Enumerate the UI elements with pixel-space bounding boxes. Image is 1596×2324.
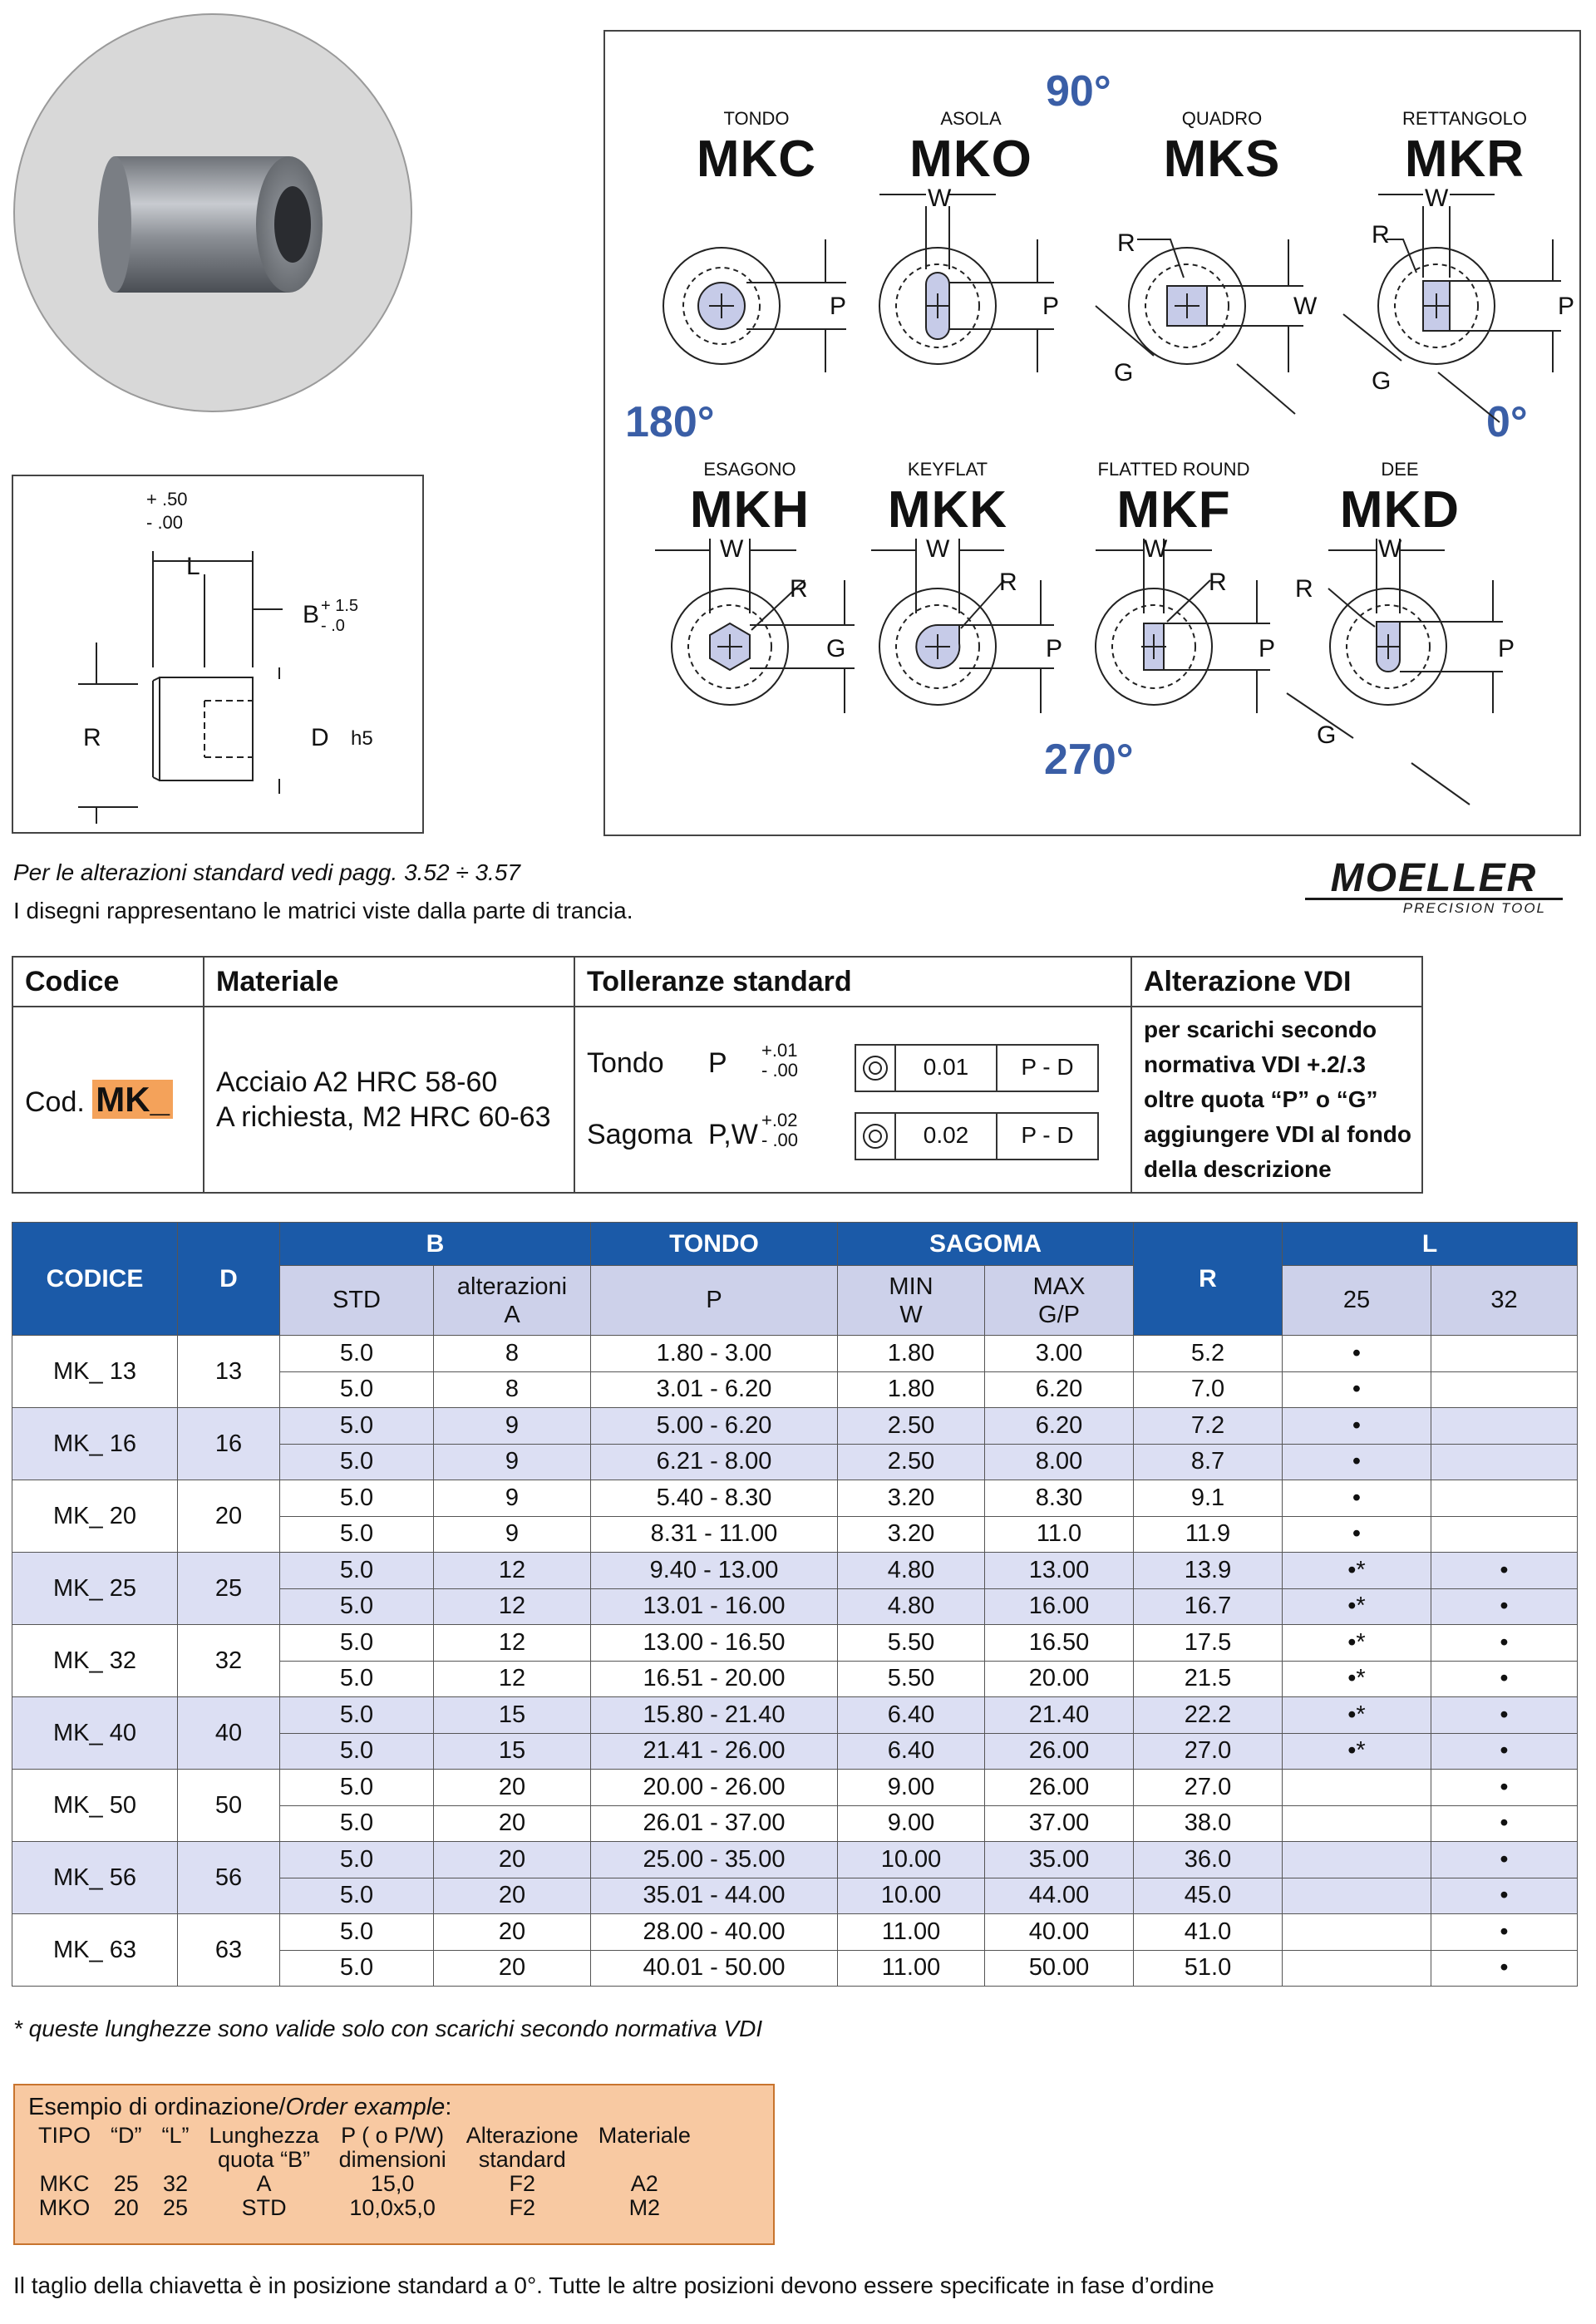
table-cell: 20 [434,1770,591,1806]
table-cell: •* [1283,1697,1431,1734]
table-cell: 5.0 [280,1805,434,1842]
table-cell: 20.00 - 26.00 [591,1770,838,1806]
table-cell: 5.0 [280,1661,434,1697]
label-r: R [83,724,101,751]
table-cell: 28.00 - 40.00 [591,1914,838,1951]
table-cell [1283,1842,1431,1878]
table-cell: 13.00 [985,1553,1134,1589]
table-cell: 1.80 [838,1336,985,1372]
table-cell: 9 [434,1408,591,1445]
tondo-tolerance-frame: 0.01 P - D [855,1044,1099,1092]
cell-d: 16 [178,1408,280,1480]
product-photo [13,13,412,412]
table-cell: 4.80 [838,1588,985,1625]
label-p-mkr: P [1558,293,1575,320]
table-cell: 5.50 [838,1625,985,1662]
concentricity-icon [856,1114,896,1159]
table-cell: 3.00 [985,1336,1134,1372]
table-cell: 10.00 [838,1842,985,1878]
table-cell: 20 [434,1950,591,1987]
table-cell: 5.0 [280,1336,434,1372]
table-cell: 5.2 [1134,1336,1283,1372]
table-cell: 5.0 [280,1480,434,1517]
table-cell: •* [1283,1625,1431,1662]
shape-mkf: FLATTED ROUND MKF [1097,459,1250,539]
tolerance-l: + .50 - .00 [146,489,188,533]
table-cell: 7.0 [1134,1371,1283,1408]
table-cell: 51.0 [1134,1950,1283,1987]
cell-d: 13 [178,1336,280,1408]
table-cell: 5.0 [280,1553,434,1589]
cell-code: MK_ 25 [12,1553,178,1625]
table-cell: 1.80 [838,1371,985,1408]
col-p: P [591,1266,838,1336]
table-cell: 5.0 [280,1697,434,1734]
table-cell: 41.0 [1134,1914,1283,1951]
table-cell: 25.00 - 35.00 [591,1842,838,1878]
spec-vdi-cell: per scarichi secondo normativa VDI +.2/.3 oltre quota “P” o “G” aggiungere VDI al fondo della descrizione [1131,1007,1422,1193]
table-cell: 5.0 [280,1444,434,1480]
table-cell: 16.51 - 20.00 [591,1661,838,1697]
table-cell: • [1431,1842,1578,1878]
table-cell: 8.31 - 11.00 [591,1516,838,1553]
col-sagoma: SAGOMA [838,1223,1134,1266]
cell-code: MK_ 63 [12,1914,178,1987]
order-example [13,2084,775,2245]
table-cell: • [1431,1625,1578,1662]
tondo-tolerance: +.01 - .00 [761,1040,799,1081]
shape-mks: QUADRO MKS [1163,108,1281,188]
table-cell: 20 [434,1878,591,1914]
table-cell: 5.00 - 6.20 [591,1408,838,1445]
label-l: L [186,553,200,580]
table-cell: •* [1283,1588,1431,1625]
table-cell: 40.01 - 50.00 [591,1950,838,1987]
table-cell: 6.40 [838,1733,985,1770]
cell-code: MK_ 20 [12,1480,178,1553]
table-cell: 17.5 [1134,1625,1283,1662]
table-cell: 5.0 [280,1625,434,1662]
table-cell: 3.20 [838,1480,985,1517]
table-cell: • [1283,1408,1431,1445]
table-cell: 9.1 [1134,1480,1283,1517]
table-cell: 5.50 [838,1661,985,1697]
col-d: D [178,1223,280,1336]
cell-d: 56 [178,1842,280,1914]
table-cell: 11.00 [838,1950,985,1987]
label-w-mko: W [928,185,952,212]
table-cell: • [1283,1444,1431,1480]
label-w-mkr: W [1425,185,1449,212]
table-cell: • [1283,1336,1431,1372]
table-cell [1431,1336,1578,1372]
table-row [12,1697,1578,1734]
table-cell: 9 [434,1480,591,1517]
cell-code: MK_ 50 [12,1770,178,1842]
angle-90: 90° [1046,67,1111,116]
table-cell: •* [1283,1553,1431,1589]
table-cell: • [1283,1480,1431,1517]
table-cell [1431,1480,1578,1517]
label-b: B [303,601,320,628]
col-min: MIN W [838,1266,985,1336]
table-cell: 20 [434,1914,591,1951]
table-cell: 11.00 [838,1914,985,1951]
bushing-section [13,476,422,832]
table-cell: 3.01 - 6.20 [591,1371,838,1408]
footnote: * queste lunghezze sono valide solo con scarichi secondo normativa VDI [13,2016,763,2041]
spec-header-materiale: Materiale [204,957,574,1007]
table-cell: • [1431,1770,1578,1806]
table-cell: 8.00 [985,1444,1134,1480]
order-row: MKO 20 25 STD 10,0x5,0 F2 M2 [38,2195,661,2220]
table-cell: 5.0 [280,1770,434,1806]
table-row [12,1553,1578,1589]
table-cell: 26.00 [985,1770,1134,1806]
table-cell: 16.50 [985,1625,1134,1662]
col-b: B [280,1223,591,1266]
table-cell: • [1431,1661,1578,1697]
table-cell: 10.00 [838,1878,985,1914]
table-cell: 4.80 [838,1553,985,1589]
table-cell: • [1431,1733,1578,1770]
shape-mkk: KEYFLAT MKK [887,459,1008,539]
label-r-mkf: R [1209,569,1227,596]
angle-0: 0° [1486,398,1528,446]
sagoma-tolerance-frame: 0.02 P - D [855,1112,1099,1160]
cell-d: 50 [178,1770,280,1842]
table-cell: 26.00 [985,1733,1134,1770]
table-cell: 20 [434,1805,591,1842]
label-r-mkr: R [1372,221,1390,249]
dimension-drawing [12,475,424,834]
table-cell: 21.41 - 26.00 [591,1733,838,1770]
label-r-mks: R [1117,229,1135,257]
shape-mko: ASOLA MKO [909,108,1032,188]
table-cell: 8.30 [985,1480,1134,1517]
table-row [12,1914,1578,1951]
order-title: Esempio di ordinazione/Order example: [28,2094,452,2120]
cell-code: MK_ 56 [12,1842,178,1914]
table-cell: 5.0 [280,1950,434,1987]
label-r-mkd: R [1295,575,1313,603]
table-cell: •* [1283,1661,1431,1697]
col-l25: 25 [1283,1266,1431,1336]
view-note: I disegni rappresentano le matrici viste dalla parte di trancia. [13,898,633,923]
shape-mkd: DEE MKD [1339,459,1461,539]
table-cell: • [1431,1588,1578,1625]
table-cell: 5.0 [280,1878,434,1914]
table-cell: 13.9 [1134,1553,1283,1589]
spec-tolerance-cell: Tondo P +.01 - .00 Sagoma P,W +.02 - .00 0.01 P - D 0.02 P - D [574,1007,1131,1193]
label-d: D [311,724,329,751]
table-cell: 5.0 [280,1408,434,1445]
table-cell [1283,1770,1431,1806]
table-row [12,1842,1578,1878]
table-cell: 12 [434,1588,591,1625]
table-cell: 5.0 [280,1371,434,1408]
label-g-mkr: G [1372,367,1392,395]
col-b-std: STD [280,1266,434,1336]
table-body [12,1336,1578,1987]
spec-header-tolleranze: Tolleranze standard [574,957,1131,1007]
cell-code: MK_ 13 [12,1336,178,1408]
spec-material-cell: Acciaio A2 HRC 58-60 A richiesta, M2 HRC 60-63 [204,1007,574,1193]
cell-code: MK_ 16 [12,1408,178,1480]
table-cell [1283,1914,1431,1951]
table-cell: 38.0 [1134,1805,1283,1842]
label-g-mks: G [1114,359,1134,387]
table-cell [1431,1371,1578,1408]
table-cell: 6.20 [985,1371,1134,1408]
table-cell [1431,1516,1578,1553]
table-cell: 20 [434,1842,591,1878]
label-w-mkd: W [1378,535,1402,563]
col-max: MAX G/P [985,1266,1134,1336]
spec-code-cell: Cod. MK_ [12,1007,204,1193]
pages-reference: Per le alterazioni standard vedi pagg. 3.52 ÷ 3.57 [13,859,520,885]
table-cell: 16.00 [985,1588,1134,1625]
table-cell: 13.00 - 16.50 [591,1625,838,1662]
table-cell: 45.0 [1134,1878,1283,1914]
table-cell: 9.00 [838,1770,985,1806]
table-cell: 44.00 [985,1878,1134,1914]
table-cell: 6.21 - 8.00 [591,1444,838,1480]
table-cell: 8 [434,1371,591,1408]
sagoma-tolerance: +.02 - .00 [761,1110,799,1150]
label-p-mkf: P [1259,635,1276,662]
angle-270: 270° [1044,736,1134,784]
col-b-alterazioni: alterazioni A [434,1266,591,1336]
code-highlight: MK_ [92,1080,173,1119]
cell-d: 63 [178,1914,280,1987]
table-cell: 3.20 [838,1516,985,1553]
spec-header-codice: Codice [12,957,204,1007]
col-l: L [1283,1223,1578,1266]
spec-table [12,956,1423,1194]
table-cell: 5.0 [280,1842,434,1878]
table-cell: 2.50 [838,1444,985,1480]
table-cell: 12 [434,1625,591,1662]
table-cell: 5.40 - 8.30 [591,1480,838,1517]
table-cell [1431,1408,1578,1445]
table-cell: 13.01 - 16.00 [591,1588,838,1625]
table-row [12,1408,1578,1445]
table-cell: 21.40 [985,1697,1134,1734]
table-cell: 27.0 [1134,1733,1283,1770]
dimensions-table [12,1222,1578,1987]
col-tondo: TONDO [591,1223,838,1266]
table-cell: 2.50 [838,1408,985,1445]
table-cell: 9.00 [838,1805,985,1842]
table-cell: • [1431,1553,1578,1589]
label-w-mks: W [1293,293,1318,320]
table-cell: 5.0 [280,1733,434,1770]
cell-d: 40 [178,1697,280,1770]
col-r: R [1134,1223,1283,1336]
col-codice: CODICE [12,1223,178,1336]
table-cell [1431,1444,1578,1480]
table-cell: • [1283,1516,1431,1553]
table-cell: 11.0 [985,1516,1134,1553]
label-r-mkh: R [790,575,808,603]
table-cell: • [1431,1878,1578,1914]
shape-mkr: RETTANGOLO MKR [1402,108,1527,188]
cell-code: MK_ 40 [12,1697,178,1770]
table-cell: 21.5 [1134,1661,1283,1697]
table-cell: 9 [434,1444,591,1480]
cell-code: MK_ 32 [12,1625,178,1697]
moeller-logo: MOELLER PRECISION TOOL [1305,859,1563,917]
label-w-mkf: W [1144,535,1168,563]
bushing-image [15,15,411,411]
table-cell: 8.7 [1134,1444,1283,1480]
table-row [12,1625,1578,1662]
table-cell: •* [1283,1733,1431,1770]
table-cell: 22.2 [1134,1697,1283,1734]
order-row: MKC 25 32 A 15,0 F2 A2 [39,2171,658,2196]
table-cell: 15 [434,1697,591,1734]
table-cell: 9 [434,1516,591,1553]
table-cell: 5.0 [280,1914,434,1951]
shape-mkh: ESAGONO MKH [689,459,810,539]
table-cell: 27.0 [1134,1770,1283,1806]
label-h5: h5 [351,727,373,750]
cell-d: 25 [178,1553,280,1625]
tolerance-b: + 1.5 - .0 [321,597,359,635]
angle-180: 180° [625,398,715,446]
table-cell: 35.01 - 44.00 [591,1878,838,1914]
table-cell [1283,1878,1431,1914]
label-p-mkc: P [830,293,847,320]
table-cell: 16.7 [1134,1588,1283,1625]
cell-d: 32 [178,1625,280,1697]
cell-d: 20 [178,1480,280,1553]
table-cell: 11.9 [1134,1516,1283,1553]
table-cell: • [1431,1697,1578,1734]
table-cell [1283,1805,1431,1842]
col-l32: 32 [1431,1266,1578,1336]
label-r-mkk: R [999,569,1017,596]
shape-drawings [605,32,1579,835]
table-cell: 36.0 [1134,1842,1283,1878]
label-p-mko: P [1042,293,1060,320]
table-cell: • [1283,1371,1431,1408]
table-cell: 35.00 [985,1842,1134,1878]
table-cell: 15.80 - 21.40 [591,1697,838,1734]
table-cell: 1.80 - 3.00 [591,1336,838,1372]
table-cell [1283,1950,1431,1987]
concentricity-icon [856,1046,896,1091]
table-cell: 37.00 [985,1805,1134,1842]
bottom-note: Il taglio della chiavetta è in posizione standard a 0°. Tutte le altre posizioni devono essere specificate in fase d’ordine [13,2272,1214,2298]
label-w-mkk: W [926,535,950,563]
table-cell: • [1431,1914,1578,1951]
table-cell: • [1431,1805,1578,1842]
spec-header-vdi: Alterazione VDI [1131,957,1422,1007]
table-cell: 6.40 [838,1697,985,1734]
table-row [12,1336,1578,1372]
table-cell: 5.0 [280,1588,434,1625]
table-cell: 12 [434,1661,591,1697]
table-cell: 5.0 [280,1516,434,1553]
table-cell: 7.2 [1134,1408,1283,1445]
table-cell: • [1431,1950,1578,1987]
shape-mkc: TONDO MKC [696,108,817,188]
label-g-mkd: G [1317,721,1337,749]
shapes-panel [603,30,1581,836]
table-cell: 8 [434,1336,591,1372]
table-cell: 40.00 [985,1914,1134,1951]
label-w-mkh: W [720,535,744,563]
table-cell: 50.00 [985,1950,1134,1987]
table-row [12,1770,1578,1806]
table-cell: 26.01 - 37.00 [591,1805,838,1842]
order-table: TIPO “D” “L” Lunghezza P ( o P/W) Alterazione Materiale quota “B” dimensioni standard MKC 25 32 A 15,0 F2 A2 MKO 20 25 STD 10,0x5,0 F2 M2 [28,2124,701,2220]
table-cell: 9.40 - 13.00 [591,1553,838,1589]
table-row [12,1480,1578,1517]
label-g-mkh: G [826,635,846,662]
table-cell: 15 [434,1733,591,1770]
label-p-mkd: P [1498,635,1515,662]
table-cell: 20.00 [985,1661,1134,1697]
table-cell: 12 [434,1553,591,1589]
label-p-mkk: P [1046,635,1063,662]
table-cell: 6.20 [985,1408,1134,1445]
